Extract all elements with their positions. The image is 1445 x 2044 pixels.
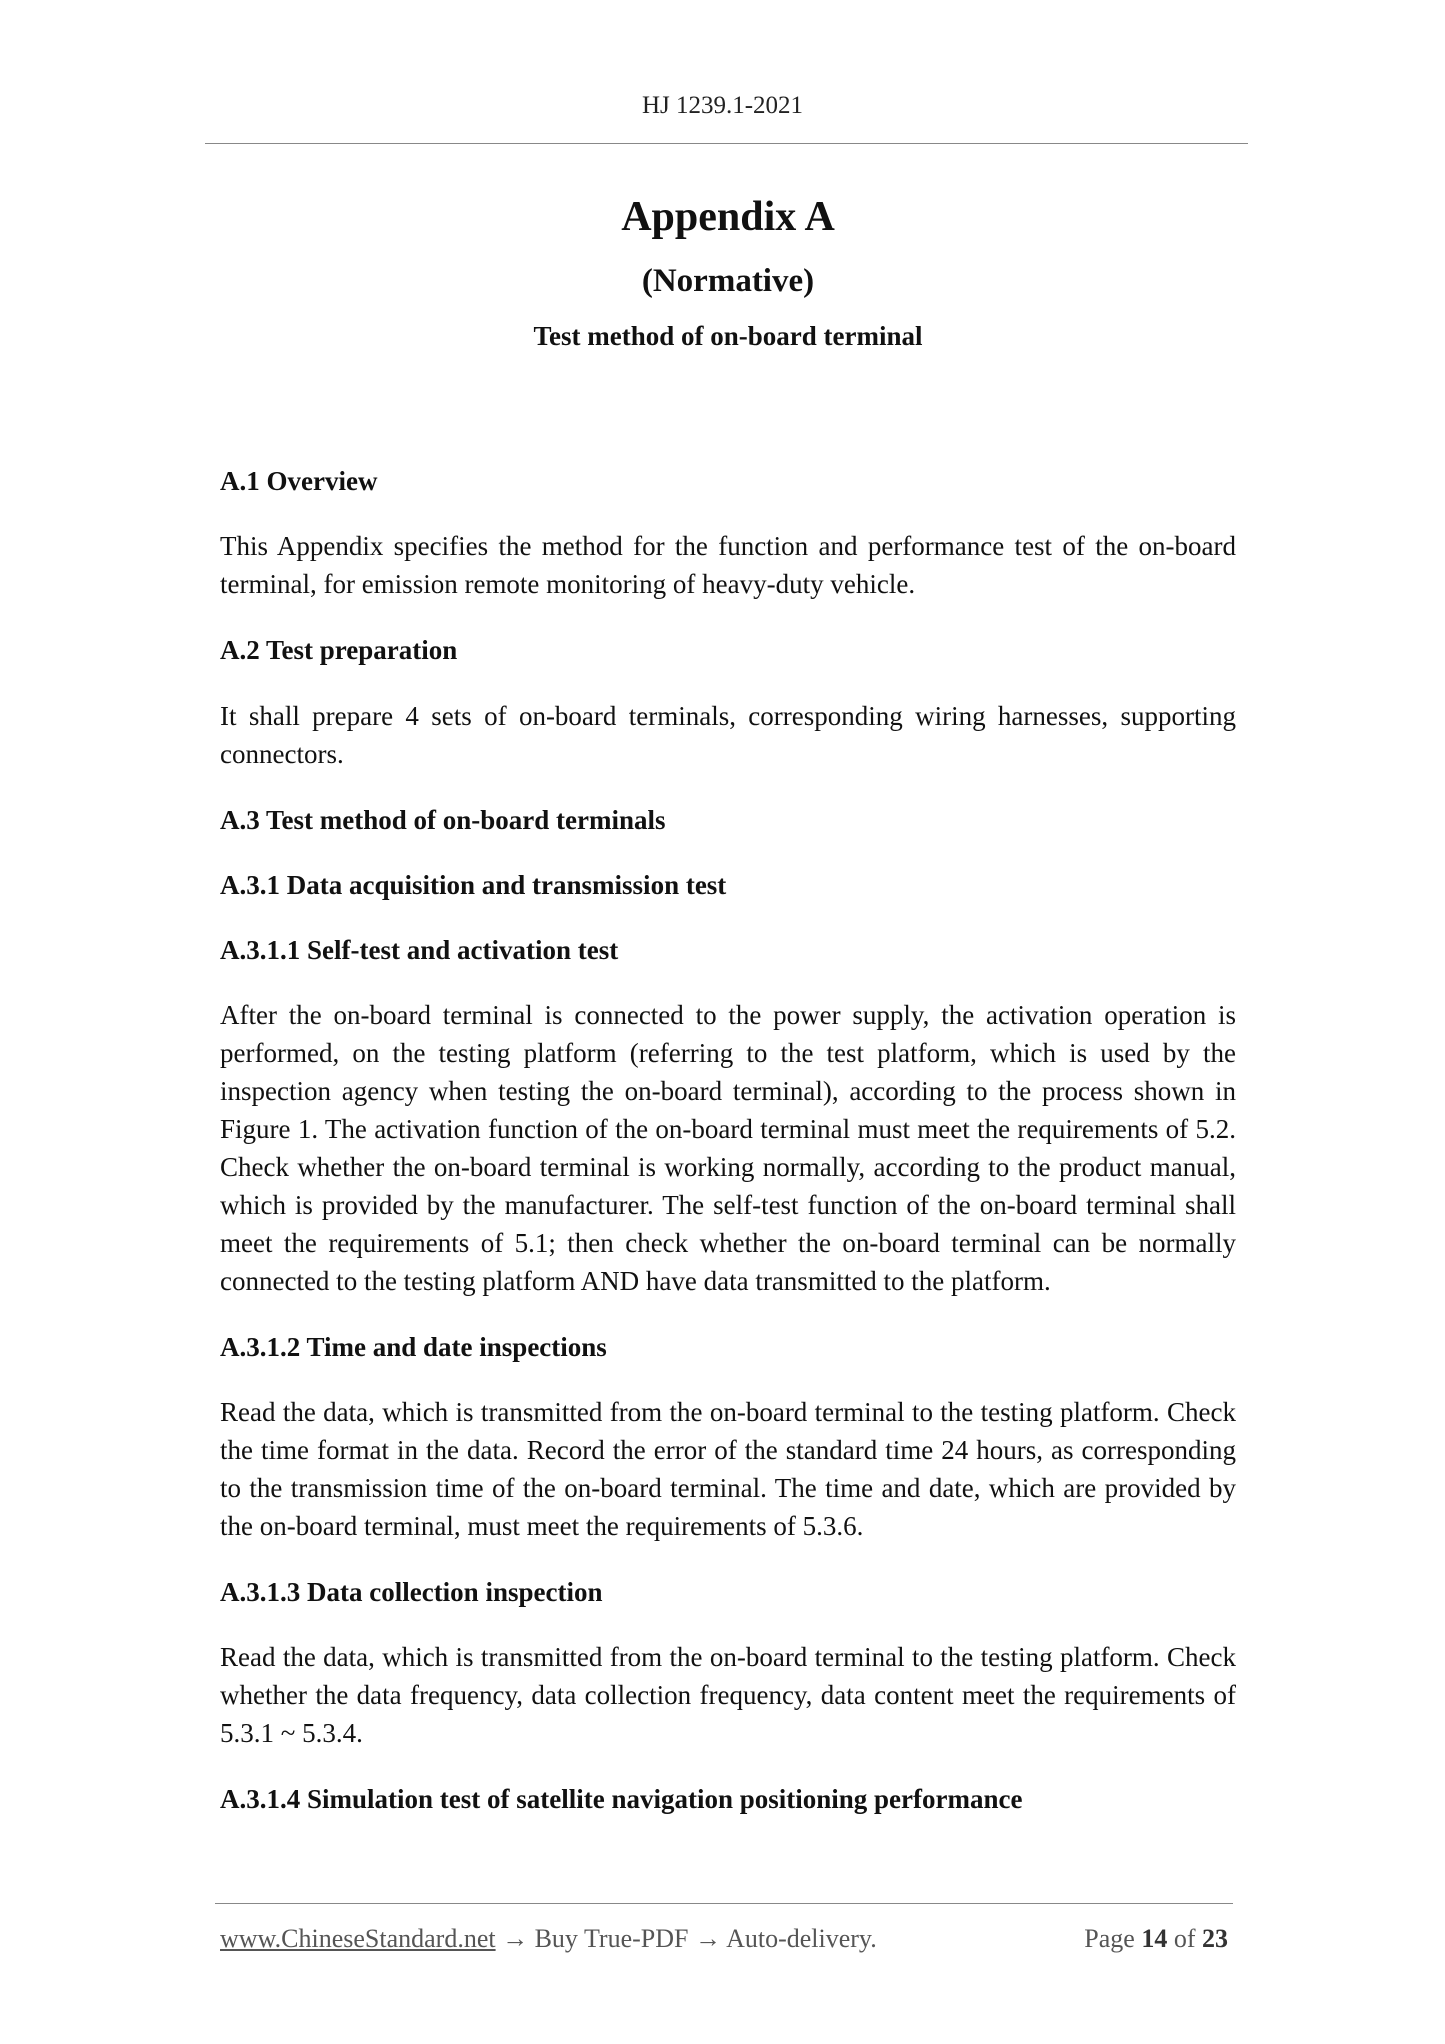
page-current: 14 xyxy=(1141,1924,1168,1953)
section-heading-a1: A.1 Overview xyxy=(220,466,378,497)
appendix-subject: Test method of on-board terminal xyxy=(533,320,923,351)
running-header: HJ 1239.1-2021 xyxy=(641,92,804,119)
section-text-a313: Read the data, which is transmitted from the on-board terminal to the testing platform. Check whether the data frequency, data collection frequency, data content meet the requirements of 5.3.1 ~ 5.3.4. xyxy=(220,1642,1236,1749)
page-number xyxy=(1084,1924,1228,1954)
page-label: Page xyxy=(1084,1924,1135,1953)
section-heading-a31: A.3.1 Data acquisition and transmission test xyxy=(220,869,727,900)
buy-text: Buy True-PDF xyxy=(534,1924,689,1953)
delivery-text: Auto-delivery. xyxy=(726,1924,877,1953)
section-heading-a311: A.3.1.1 Self-test and activation test xyxy=(220,934,619,965)
section-text-a311: After the on-board terminal is connected to the power supply, the activation operation is performed, on the testing platform (referring to the test platform, which is used by the inspection agency when testing the on-board terminal), according to the process shown in Figure 1. The activation function of the on-board terminal must meet the requirements of 5.2. Check whether the on-board terminal is working normally, according to the product manual, which is provided by the manufacturer. The self-test function of the on-board terminal shall meet the requirements of 5.1; then check whether the on-board terminal can be normally connected to the testing platform AND have data transmitted to the platform. xyxy=(220,999,1236,1296)
site-link[interactable]: www.ChineseStandard.net xyxy=(220,1924,496,1953)
of-label: of xyxy=(1173,1924,1196,1953)
page-total: 23 xyxy=(1202,1924,1228,1953)
section-heading-a2: A.2 Test preparation xyxy=(220,635,458,666)
section-text-a1: This Appendix specifies the method for the function and performance test of the on-board terminal, for emission remote monitoring of heavy-duty vehicle. xyxy=(220,531,1236,600)
arrow-right-icon: → xyxy=(695,1924,721,1953)
header-divider xyxy=(205,143,1248,144)
section-text-a312: Read the data, which is transmitted from the on-board terminal to the testing platform. Check the time format in the data. Record the error of the standard time 24 hours, as corresponding to the transmission time of the on-board terminal. The time and date, which are provided by the on-board terminal, must meet the requirements of 5.3.6. xyxy=(220,1396,1236,1541)
appendix-type: (Normative) xyxy=(641,263,815,300)
section-heading-a312: A.3.1.2 Time and date inspections xyxy=(220,1331,607,1362)
section-text-a2: It shall prepare 4 sets of on-board terminals, corresponding wiring harnesses, supporting connectors. xyxy=(220,700,1236,769)
page-footer xyxy=(220,1924,1228,1954)
page-content xyxy=(220,180,1236,1817)
footer-left xyxy=(220,1924,877,1954)
arrow-right-icon: → xyxy=(502,1924,529,1953)
appendix-title: Appendix A xyxy=(621,194,835,240)
section-heading-a3: A.3 Test method of on-board terminals xyxy=(220,804,666,835)
section-heading-a314: A.3.1.4 Simulation test of satellite navigation positioning performance xyxy=(220,1784,1023,1815)
footer-divider xyxy=(215,1903,1233,1904)
section-heading-a313: A.3.1.3 Data collection inspection xyxy=(220,1576,603,1607)
